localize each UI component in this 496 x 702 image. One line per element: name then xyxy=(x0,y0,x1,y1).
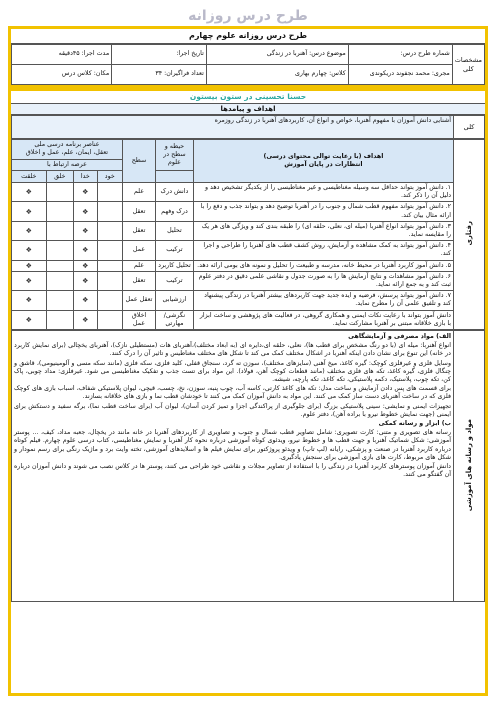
mark-cell xyxy=(97,221,122,240)
info-side-label xyxy=(452,45,484,85)
lesson-plan-frame xyxy=(8,26,488,696)
materials-side-text: مواد و رسانه های آموزشی xyxy=(464,418,473,512)
behavioral-side-label xyxy=(454,140,485,330)
relations-header: عرصه ارتباط با xyxy=(12,159,123,171)
objective-text: ۳. دانش آموز بتواند انواع آهنربا (میله ای، نعلی، حلقه ای) را طبقه بندی کند و ویژگی های هر یک را مقایسه نماید. xyxy=(193,221,453,240)
domain-header: حیطه و سطح در علوم xyxy=(156,140,194,171)
materials-paragraph: دانش آموزان پوسترهای کاربرد آهنربا در زندگی را با استفاده از تصاویر مجلات و نقاشی خود طراحی می کنند، پوستر ها در کلاس نصب می شوند و دانش آموزان درباره آن گفتگو می کنند. xyxy=(14,463,451,479)
objective-row xyxy=(12,271,485,290)
duration-cell: مدت اجرا: ۴۵دقیقه xyxy=(12,45,112,65)
elements-header xyxy=(12,140,123,160)
mark-cell: ❖ xyxy=(12,291,47,310)
objective-row xyxy=(12,221,485,240)
mark-cell: ❖ xyxy=(12,241,47,260)
objective-text: ۶. دانش آموز مشاهدات و نتایج آزمایش ها را به صورت جدول و نقاشی علمی دقیق در دفتر علوم ثبت کند و به جمع ارائه نماید. xyxy=(193,271,453,290)
mark-cell: ❖ xyxy=(12,183,47,202)
mark-cell xyxy=(46,260,73,271)
objective-element: علم xyxy=(122,260,155,271)
objective-element: تعقل xyxy=(122,271,155,290)
objective-domain: ترکیب xyxy=(156,241,194,260)
objectives-subtitle: انتظارات در پایان آموزش xyxy=(284,161,363,168)
objectives-header xyxy=(193,140,453,183)
objective-text: دانش آموز بتواند با رعایت نکات ایمنی و همکاری گروهی، در فعالیت های پژوهشی و ساخت ابزار با بازی خلاقانه مبتنی بر آهنربا مشارکت نماید. xyxy=(193,310,453,329)
topic-cell: موضوع درس: آهنربا در زندگی xyxy=(206,45,348,65)
info-table xyxy=(11,44,485,85)
mark-cell: ❖ xyxy=(12,202,47,221)
lesson-number-cell: شماره طرح درس: xyxy=(348,45,452,65)
objectives-title: اهداف (با رعایت توالی محتوای درسی) xyxy=(263,152,384,160)
mark-cell: ❖ xyxy=(12,271,47,290)
mark-cell: ❖ xyxy=(74,260,98,271)
mark-cell xyxy=(46,310,73,329)
mark-cell: ❖ xyxy=(12,260,47,271)
lesson-subtitle: طرح درس روزانه علوم چهارم xyxy=(11,29,485,44)
objective-element: اخلاق عمل xyxy=(122,310,155,329)
materials-paragraph: برای قسمت های پس دادن آزمایش و ساخت مدل: تکه های کاغذ کارتی، کاسه آب، چوب پنبه، سوزن، نخ، چسب، قیچی، لیوان پلاستیکی شفاف، اسباب بازی های کوچک فلزی که در ساخت آهنربای دست ساز کمک می کنند. این مواد به دانش آموزان کمک می کنند تا خودشان قطب نما و بازی های خلاقانه بسازند. xyxy=(14,385,451,401)
materials-heading-a: الف) مواد مصرفی و آزمایشگاهی xyxy=(348,333,451,341)
goals-general-table xyxy=(11,115,485,139)
objective-domain: نگرشی/ مهارتی xyxy=(156,310,194,329)
objective-domain: دانش درک xyxy=(156,183,194,202)
mark-cell xyxy=(97,202,122,221)
objective-text: ۵. دانش آموز کاربرد آهنربا در محیط خانه، مدرسه و طبیعت را تحلیل و نمونه های بومی ارائه دهد. xyxy=(193,260,453,271)
goals-header: اهداف و پیامدها xyxy=(11,104,485,115)
info-side-text: مشخصات کلی xyxy=(454,56,482,73)
elements-title: عناصر برنامه درسی ملی xyxy=(34,141,100,149)
rel-col-creation: خلقت xyxy=(12,171,47,183)
page-title: طرح درس روزانه xyxy=(188,8,308,24)
general-goal: آشنایی دانش آموزان با مفهوم آهنربا، خواص و انواع آن، کاربردهای آهنربا در زندگی روزمره xyxy=(12,116,454,139)
domain-subheader xyxy=(156,171,194,183)
objective-text: ۱. دانش آموز بتواند حداقل سه وسیله مغناطیسی و غیر مغناطیسی را از یکدیگر تشخیص دهد و دلیل آن را ذکر کند. xyxy=(193,183,453,202)
objective-row xyxy=(12,310,485,329)
place-cell: مکان: کلاس درس xyxy=(12,65,112,85)
mark-cell: ❖ xyxy=(12,221,47,240)
materials-paragraph: انواع آهنربا: میله ای (با دو رنگ مشخص برای قطب ها)، نعلی، حلقه ای،دایره ای (به ابعاد مختلف)،آهنربای هات (مستطیلی نازک)، آهنربای یخچالی (برای نمایش کاربرد در خانه) این تنوع برای نشان دادن اینکه آهنربا در اشکال مختلف کمک می کند تا شکل های مختلف مغناطیس و تاثیر آن را درک کنند. xyxy=(14,342,451,358)
materials-heading-b: ب) ابزار و رسانه کمکی xyxy=(378,420,451,428)
mark-cell: ❖ xyxy=(74,221,98,240)
mark-cell: ❖ xyxy=(74,183,98,202)
materials-side-label xyxy=(454,331,485,602)
rel-col-people: خلق xyxy=(46,171,73,183)
materials-paragraph: رسانه های تصویری و متنی: کارت تصویری: شامل تصاویر قطب شمال و جنوب و تصاویری از کاربردهای آهنربا در خانه مانند در یخچال، جعبه مداد، کیف، ... پوستر آموزشی: شکل شماتیک آهنربا و جهت قطب ها و خطوط نیرو، ویدئوی کوتاه آموزشی درباره نحوه کار آهنربا و نمایش مغناطیسی، کتاب درسی علوم چهارم. فیلم کوتاه درباره کاربرد آهنربا در صنعت و پزشکی، رایانه (لپ تاپ) و ویدئو پروژکتور برای نمایش فیلم ها و اسلایدهای آموزشی، تخته وایت برد و ماژیک رنگی برای رسم نمودار و شکل های مربوط، کارت های بازی آموزشی برای سنجش یادگیری. xyxy=(14,429,451,461)
mark-cell xyxy=(97,183,122,202)
mark-cell: ❖ xyxy=(74,291,98,310)
objective-domain: ترکیب xyxy=(156,271,194,290)
behavioral-side-text: رفتاری xyxy=(464,221,473,246)
class-cell: کلاس: چهارم بهاری xyxy=(206,65,348,85)
objective-element: تعقل xyxy=(122,202,155,221)
mark-cell: ❖ xyxy=(12,310,47,329)
students-cell: تعداد فراگیران: ۳۴ xyxy=(112,65,207,85)
teacher-cell: مجری: محمد نجفوند دریکوندی xyxy=(348,65,452,85)
objective-domain: تحلیل کاربرد xyxy=(156,260,194,271)
general-side-label xyxy=(454,116,485,139)
mark-cell xyxy=(97,271,122,290)
element-header: سطح xyxy=(122,140,155,183)
general-side-text: کلی xyxy=(463,122,475,131)
mark-cell: ❖ xyxy=(74,202,98,221)
rel-col-god: خدا xyxy=(74,171,98,183)
objective-row xyxy=(12,183,485,202)
mark-cell xyxy=(97,291,122,310)
mark-cell: ❖ xyxy=(74,241,98,260)
rel-col-self: خود xyxy=(97,171,122,183)
mark-cell xyxy=(46,221,73,240)
materials-paragraph: تجهیزات ایمنی و نمایشی: سینی پلاستیکی بزرگ (برای جلوگیری از پراکندگی اجزا و تمیز کردن آسان)، لیوان آب (برای ساخت قطب نما)، برگه سفید و دستکش برای ایمنی (جهت نمایش خطوط نیرو با براده آهن)، دفتر علوم. xyxy=(14,402,451,418)
materials-content xyxy=(12,331,454,602)
elements-subtitle: تعقل، ایمان، علم، عمل و اخلاق xyxy=(25,149,108,157)
mark-cell xyxy=(46,202,73,221)
mark-cell xyxy=(46,241,73,260)
mark-cell xyxy=(97,310,122,329)
mark-cell: ❖ xyxy=(74,310,98,329)
materials-table xyxy=(11,330,485,602)
green-caption: حسنا تحسینی در ستون بیستون xyxy=(11,91,485,104)
objective-text: ۲. دانش آموز بتواند مفهوم قطب شمال و جنوب را در آهنربا توضیح دهد و بتواند جذب و دفع را با ارائه مثال بیان کند. xyxy=(193,202,453,221)
objective-domain: ارزشیابی xyxy=(156,291,194,310)
mark-cell xyxy=(46,183,73,202)
date-cell: تاریخ اجرا: xyxy=(112,45,207,65)
materials-paragraph: وسایل فلزی و غیرفلزی کوچک: گیره کاغذ، میخ آهنی (سایزهای مختلف)، سوزن ته گرد، سنجاق قفلی، کلید فلزی، سکه فلزی (مانند سکه مسی و آلومینیومی)، قاشق و چنگال فلزی، گیره کاغذ، تکه های فلزی مختلف (مانند قطعات کوچک آهن، فولاد). این مواد برای تست جذب و تفکیک مغناطیسی می شود. غیرفلزی: مداد چوبی، پاک کن، تکه چوب، پلاستیک، دکمه پلاستیکی، تکه کاغذ، تکه پارچه، شیشه. xyxy=(14,359,451,384)
objective-element: تعقل xyxy=(122,221,155,240)
objective-element: تعقل عمل xyxy=(122,291,155,310)
objectives-table xyxy=(11,139,485,330)
objective-element: عمل xyxy=(122,241,155,260)
objective-row xyxy=(12,202,485,221)
objective-row xyxy=(12,241,485,260)
mark-cell xyxy=(46,271,73,290)
mark-cell xyxy=(97,241,122,260)
objective-element: علم xyxy=(122,183,155,202)
objective-domain: تحلیل xyxy=(156,221,194,240)
mark-cell xyxy=(97,260,122,271)
objective-row xyxy=(12,260,485,271)
objective-text: ۷. دانش آموز بتواند پرسش، فرضیه و ایده جدید جهت کاربردهای بیشتر آهنربا در زندگی پیشنهاد کند و تلفیق علمی آن را مطرح نماید. xyxy=(193,291,453,310)
objective-domain: درک وفهم xyxy=(156,202,194,221)
objective-row xyxy=(12,291,485,310)
mark-cell: ❖ xyxy=(74,271,98,290)
objective-text: ۴. دانش آموز بتواند به کمک مشاهده و آزمایش، روش کشف قطب های آهنربا را طراحی و اجرا کند. xyxy=(193,241,453,260)
mark-cell xyxy=(46,291,73,310)
